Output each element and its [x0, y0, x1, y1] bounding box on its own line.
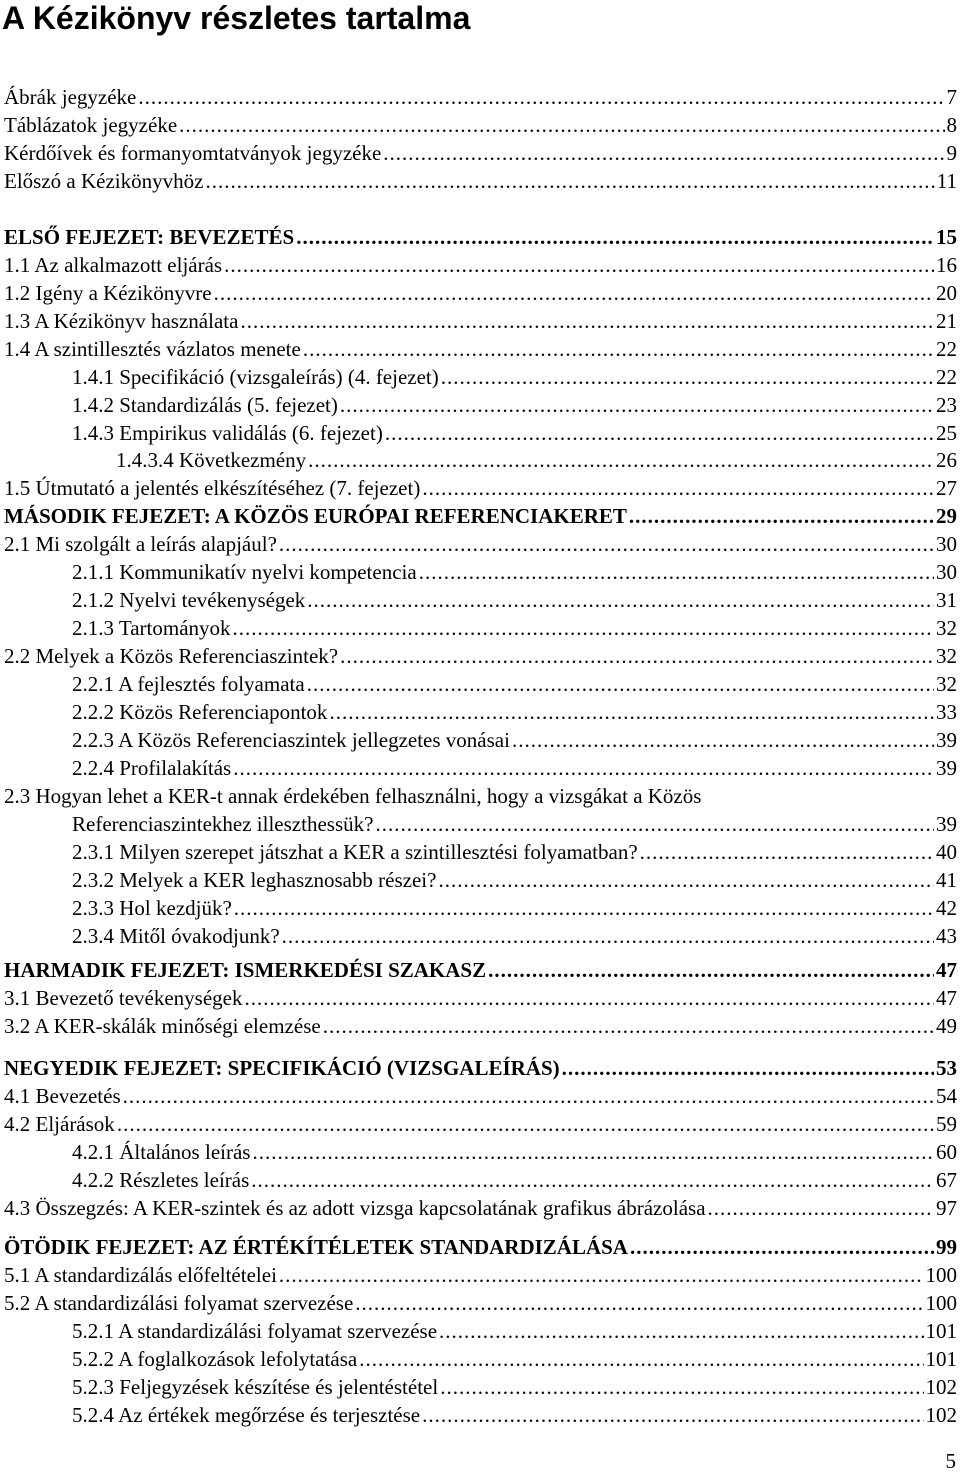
dot-leader	[296, 223, 934, 251]
toc-chapter-entry	[0, 502, 960, 530]
toc-entry-title: 5.2.4 Az értékek megőrzése és terjesztése	[72, 1403, 421, 1427]
toc-entry-title: 2.3.3 Hol kezdjük?	[72, 896, 232, 920]
toc-entry-page: 39	[936, 756, 957, 780]
toc-entry-title: 3.2 A KER-skálák minőségi elemzése	[4, 1014, 321, 1038]
toc-entry-page: 39	[936, 728, 957, 752]
toc-entry-page: 47	[936, 958, 957, 982]
toc-entry	[0, 558, 960, 586]
dot-leader	[214, 279, 934, 307]
toc-entry-title: 2.2.1 A fejlesztés folyamata	[72, 672, 305, 696]
toc-entry	[0, 251, 960, 279]
dot-leader	[245, 984, 935, 1012]
toc-entry	[0, 1317, 960, 1345]
toc-entry-title: 4.2 Eljárások	[4, 1112, 115, 1136]
toc-entry-page: 100	[925, 1263, 957, 1287]
page-number: 5	[945, 1449, 956, 1473]
toc-entry-page: 102	[925, 1403, 957, 1427]
toc-entry-title: 5.1 A standardizálás előfeltételei	[4, 1263, 277, 1287]
toc-entry-title: 2.2.3 A Közös Referenciaszintek jellegzetes vonásai	[72, 728, 510, 752]
toc-entry-title: 4.3 Összegzés: A KER-szintek és az adott vizsga kapcsolatának grafikus ábrázolása	[4, 1196, 706, 1220]
dot-leader	[383, 139, 944, 167]
toc-chapter-entry	[0, 1233, 960, 1261]
toc-entry-title: 1.1 Az alkalmazott eljárás	[4, 253, 223, 277]
toc-entry-title: MÁSODIK FEJEZET: A KÖZÖS EURÓPAI REFERENCIAKERET	[4, 504, 627, 528]
toc-entry	[0, 698, 960, 726]
toc-entry-page: 30	[936, 560, 957, 584]
toc-entry	[0, 139, 960, 167]
toc-entry-title: ÖTÖDIK FEJEZET: AZ ÉRTÉKÍTÉLETEK STANDARDIZÁLÁSA	[4, 1235, 628, 1259]
dot-leader	[419, 558, 934, 586]
toc-entry-page: 54	[936, 1084, 957, 1108]
dot-leader	[355, 1289, 923, 1317]
toc-entry-page: 7	[946, 85, 957, 109]
toc-entry-page: 26	[936, 448, 957, 472]
toc-entry-page: 47	[936, 986, 957, 1010]
toc-chapter-entry	[0, 956, 960, 984]
toc-entry-title: 2.3.1 Milyen szerepet játszhat a KER a szintillesztési folyamatban?	[72, 840, 638, 864]
toc-entry	[0, 363, 960, 391]
dot-leader	[123, 1082, 934, 1110]
toc-entry-page: 53	[936, 1056, 957, 1080]
toc-entry-page: 23	[936, 393, 957, 417]
toc-entry	[0, 866, 960, 894]
toc-entry	[0, 614, 960, 642]
dot-leader	[117, 1110, 934, 1138]
dot-leader	[562, 1054, 934, 1082]
dot-leader	[440, 1373, 923, 1401]
toc-entry-title: 1.5 Útmutató a jelentés elkészítéséhez (7. fejezet)	[4, 476, 421, 500]
dot-leader	[630, 1233, 934, 1261]
dot-leader	[224, 251, 934, 279]
toc-entry-title: 5.2.2 A foglalkozások lefolytatása	[72, 1347, 358, 1371]
toc-entry	[0, 922, 960, 950]
toc-entry	[0, 1345, 960, 1373]
dot-leader	[303, 335, 934, 363]
toc-entry	[0, 984, 960, 1012]
dot-leader	[439, 1317, 923, 1345]
toc-entry-page: 33	[936, 700, 957, 724]
dot-leader	[234, 894, 934, 922]
toc-entry-title: 2.2.4 Profilalakítás	[72, 756, 232, 780]
toc-entry-page: 40	[936, 840, 957, 864]
toc-entry	[0, 474, 960, 502]
toc-entry-page: 32	[936, 672, 957, 696]
toc-entry	[0, 810, 960, 838]
toc-entry-page: 30	[936, 532, 957, 556]
dot-leader	[422, 474, 934, 502]
dot-leader	[251, 1166, 934, 1194]
toc-entry-page: 27	[936, 476, 957, 500]
toc-entry	[0, 670, 960, 698]
toc-entry	[0, 1401, 960, 1429]
toc-entry-title: HARMADIK FEJEZET: ISMERKEDÉSI SZAKASZ	[4, 958, 487, 982]
toc-entry-page: 15	[936, 225, 957, 249]
toc-entry-title: Ábrák jegyzéke	[4, 85, 137, 109]
toc-entry-page: 39	[936, 812, 957, 836]
toc-entry-title: 1.4.3 Empirikus validálás (6. fejezet)	[72, 421, 383, 445]
dot-leader	[279, 1261, 924, 1289]
dot-leader	[488, 956, 934, 984]
dot-leader	[307, 586, 934, 614]
toc-entry	[0, 1110, 960, 1138]
dot-leader	[422, 1401, 923, 1429]
toc-entry-title: 4.2.1 Általános leírás	[72, 1140, 251, 1164]
toc-entry	[0, 1138, 960, 1166]
toc-entry-title: 1.4 A szintillesztés vázlatos menete	[4, 337, 301, 361]
toc-entry-title: 1.4.2 Standardizálás (5. fejezet)	[72, 393, 338, 417]
toc-entry	[0, 111, 960, 139]
toc-entry-page: 99	[936, 1235, 957, 1259]
toc-entry-title: 2.1 Mi szolgált a leírás alapjául?	[4, 532, 277, 556]
toc-entry	[0, 335, 960, 363]
dot-leader	[307, 670, 934, 698]
toc-entry	[0, 1012, 960, 1040]
dot-leader	[375, 810, 934, 838]
dot-leader	[385, 419, 934, 447]
toc-entry-title: 1.2 Igény a Kézikönyvre	[4, 281, 212, 305]
toc-entry-title: 2.1.2 Nyelvi tevékenységek	[72, 588, 306, 612]
toc-entry-page: 25	[936, 421, 957, 445]
toc-entry-page: 97	[936, 1196, 957, 1220]
dot-leader	[308, 446, 934, 474]
dot-leader	[233, 754, 934, 782]
toc-entry	[0, 894, 960, 922]
toc-entry-title: 4.1 Bevezetés	[4, 1084, 121, 1108]
toc-entry-page: 8	[946, 113, 957, 137]
toc-entry-title: 1.3 A Kézikönyv használata	[4, 309, 239, 333]
dot-leader	[179, 111, 944, 139]
toc-entry-title: 2.1.1 Kommunikatív nyelvi kompetencia	[72, 560, 417, 584]
toc-entry	[0, 1261, 960, 1289]
dot-leader	[629, 502, 934, 530]
toc-entry-title: 2.3 Hogyan lehet a KER-t annak érdekében felhasználni, hogy a vizsgákat a Közös	[4, 784, 702, 808]
dot-leader	[340, 642, 934, 670]
toc-entry-page: 32	[936, 644, 957, 668]
toc-entry-title: NEGYEDIK FEJEZET: SPECIFIKÁCIÓ (VIZSGALEÍRÁS)	[4, 1056, 560, 1080]
toc-entry	[0, 1166, 960, 1194]
toc-entry	[0, 642, 960, 670]
toc-entry-title: 3.1 Bevezető tevékenységek	[4, 986, 243, 1010]
dot-leader	[252, 1138, 934, 1166]
toc-chapter-entry	[0, 1054, 960, 1082]
toc-entry-title: 4.2.2 Részletes leírás	[72, 1168, 250, 1192]
toc-entry-page: 9	[946, 141, 957, 165]
dot-leader	[240, 307, 934, 335]
toc-entry-page: 102	[925, 1375, 957, 1399]
dot-leader	[138, 83, 944, 111]
toc-entry	[0, 279, 960, 307]
toc-entry	[0, 167, 960, 195]
toc-entry-page: 101	[925, 1347, 957, 1371]
toc-entry-title: 5.2 A standardizálási folyamat szervezése	[4, 1291, 354, 1315]
toc-entry	[0, 726, 960, 754]
dot-leader	[340, 391, 934, 419]
toc-entry-title: 2.1.3 Tartományok	[72, 616, 231, 640]
dot-leader	[441, 363, 934, 391]
toc-entry-title: 2.3.2 Melyek a KER leghasznosabb részei?	[72, 868, 437, 892]
toc-entry-title: 1.4.3.4 Következmény	[116, 448, 307, 472]
toc-entry-page: 42	[936, 896, 957, 920]
toc-entry-title: Előszó a Kézikönyvhöz	[4, 169, 204, 193]
toc-entry-title: Táblázatok jegyzéke	[4, 113, 178, 137]
toc-entry-page: 22	[936, 337, 957, 361]
toc-entry-page: 16	[936, 253, 957, 277]
dot-leader	[640, 838, 934, 866]
toc-entry	[0, 1373, 960, 1401]
toc-entry-page: 101	[925, 1319, 957, 1343]
dot-leader	[512, 726, 934, 754]
toc-entry	[0, 307, 960, 335]
toc-entry	[0, 530, 960, 558]
toc-entry-title: Kérdőívek és formanyomtatványok jegyzéke	[4, 141, 382, 165]
toc-entry	[0, 419, 960, 447]
toc-entry-title: Referenciaszintekhez illeszthessük?	[72, 812, 374, 836]
toc-entry-title: 2.2.2 Közös Referenciapontok	[72, 700, 328, 724]
dot-leader	[438, 866, 934, 894]
toc-entry-page: 100	[925, 1291, 957, 1315]
toc-chapter-entry	[0, 223, 960, 251]
toc-entry	[0, 1289, 960, 1317]
toc-entry	[0, 838, 960, 866]
toc-entry-title: 1.4.1 Specifikáció (vizsgaleírás) (4. fejezet)	[72, 365, 439, 389]
toc-entry-page: 32	[936, 616, 957, 640]
toc-entry-page: 11	[936, 169, 957, 193]
dot-leader	[323, 1012, 934, 1040]
toc-entry-page: 49	[936, 1014, 957, 1038]
page-title: A Kézikönyv részletes tartalma	[2, 0, 471, 36]
toc-entry	[0, 1194, 960, 1222]
dot-leader	[329, 698, 934, 726]
toc-entry	[0, 782, 960, 810]
toc-entry	[0, 446, 960, 474]
toc-entry-page: 43	[936, 924, 957, 948]
toc-entry-title: 2.2 Melyek a Közös Referenciaszintek?	[4, 644, 339, 668]
toc-entry-page: 31	[936, 588, 957, 612]
dot-leader	[359, 1345, 923, 1373]
toc-entry	[0, 754, 960, 782]
toc-entry	[0, 83, 960, 111]
toc-entry-title: 2.3.4 Mitől óvakodjunk?	[72, 924, 280, 948]
dot-leader	[282, 922, 934, 950]
toc-entry-page: 67	[936, 1168, 957, 1192]
toc-entry-page: 60	[936, 1140, 957, 1164]
toc-entry	[0, 586, 960, 614]
toc-entry-page: 29	[936, 504, 957, 528]
dot-leader	[708, 1194, 934, 1222]
toc-entry-page: 20	[936, 281, 957, 305]
toc-entry-title: 5.2.1 A standardizálási folyamat szervezése	[72, 1319, 438, 1343]
dot-leader	[279, 530, 934, 558]
toc-entry-title: 5.2.3 Feljegyzések készítése és jelentéstétel	[72, 1375, 439, 1399]
dot-leader	[205, 167, 934, 195]
toc-entry-page: 21	[936, 309, 957, 333]
toc-entry-page: 22	[936, 365, 957, 389]
toc-entry	[0, 391, 960, 419]
toc-entry-page: 41	[936, 868, 957, 892]
toc-entry-title: ELSŐ FEJEZET: BEVEZETÉS	[4, 225, 295, 249]
toc-entry	[0, 1082, 960, 1110]
dot-leader	[233, 614, 934, 642]
toc-entry-page: 59	[936, 1112, 957, 1136]
